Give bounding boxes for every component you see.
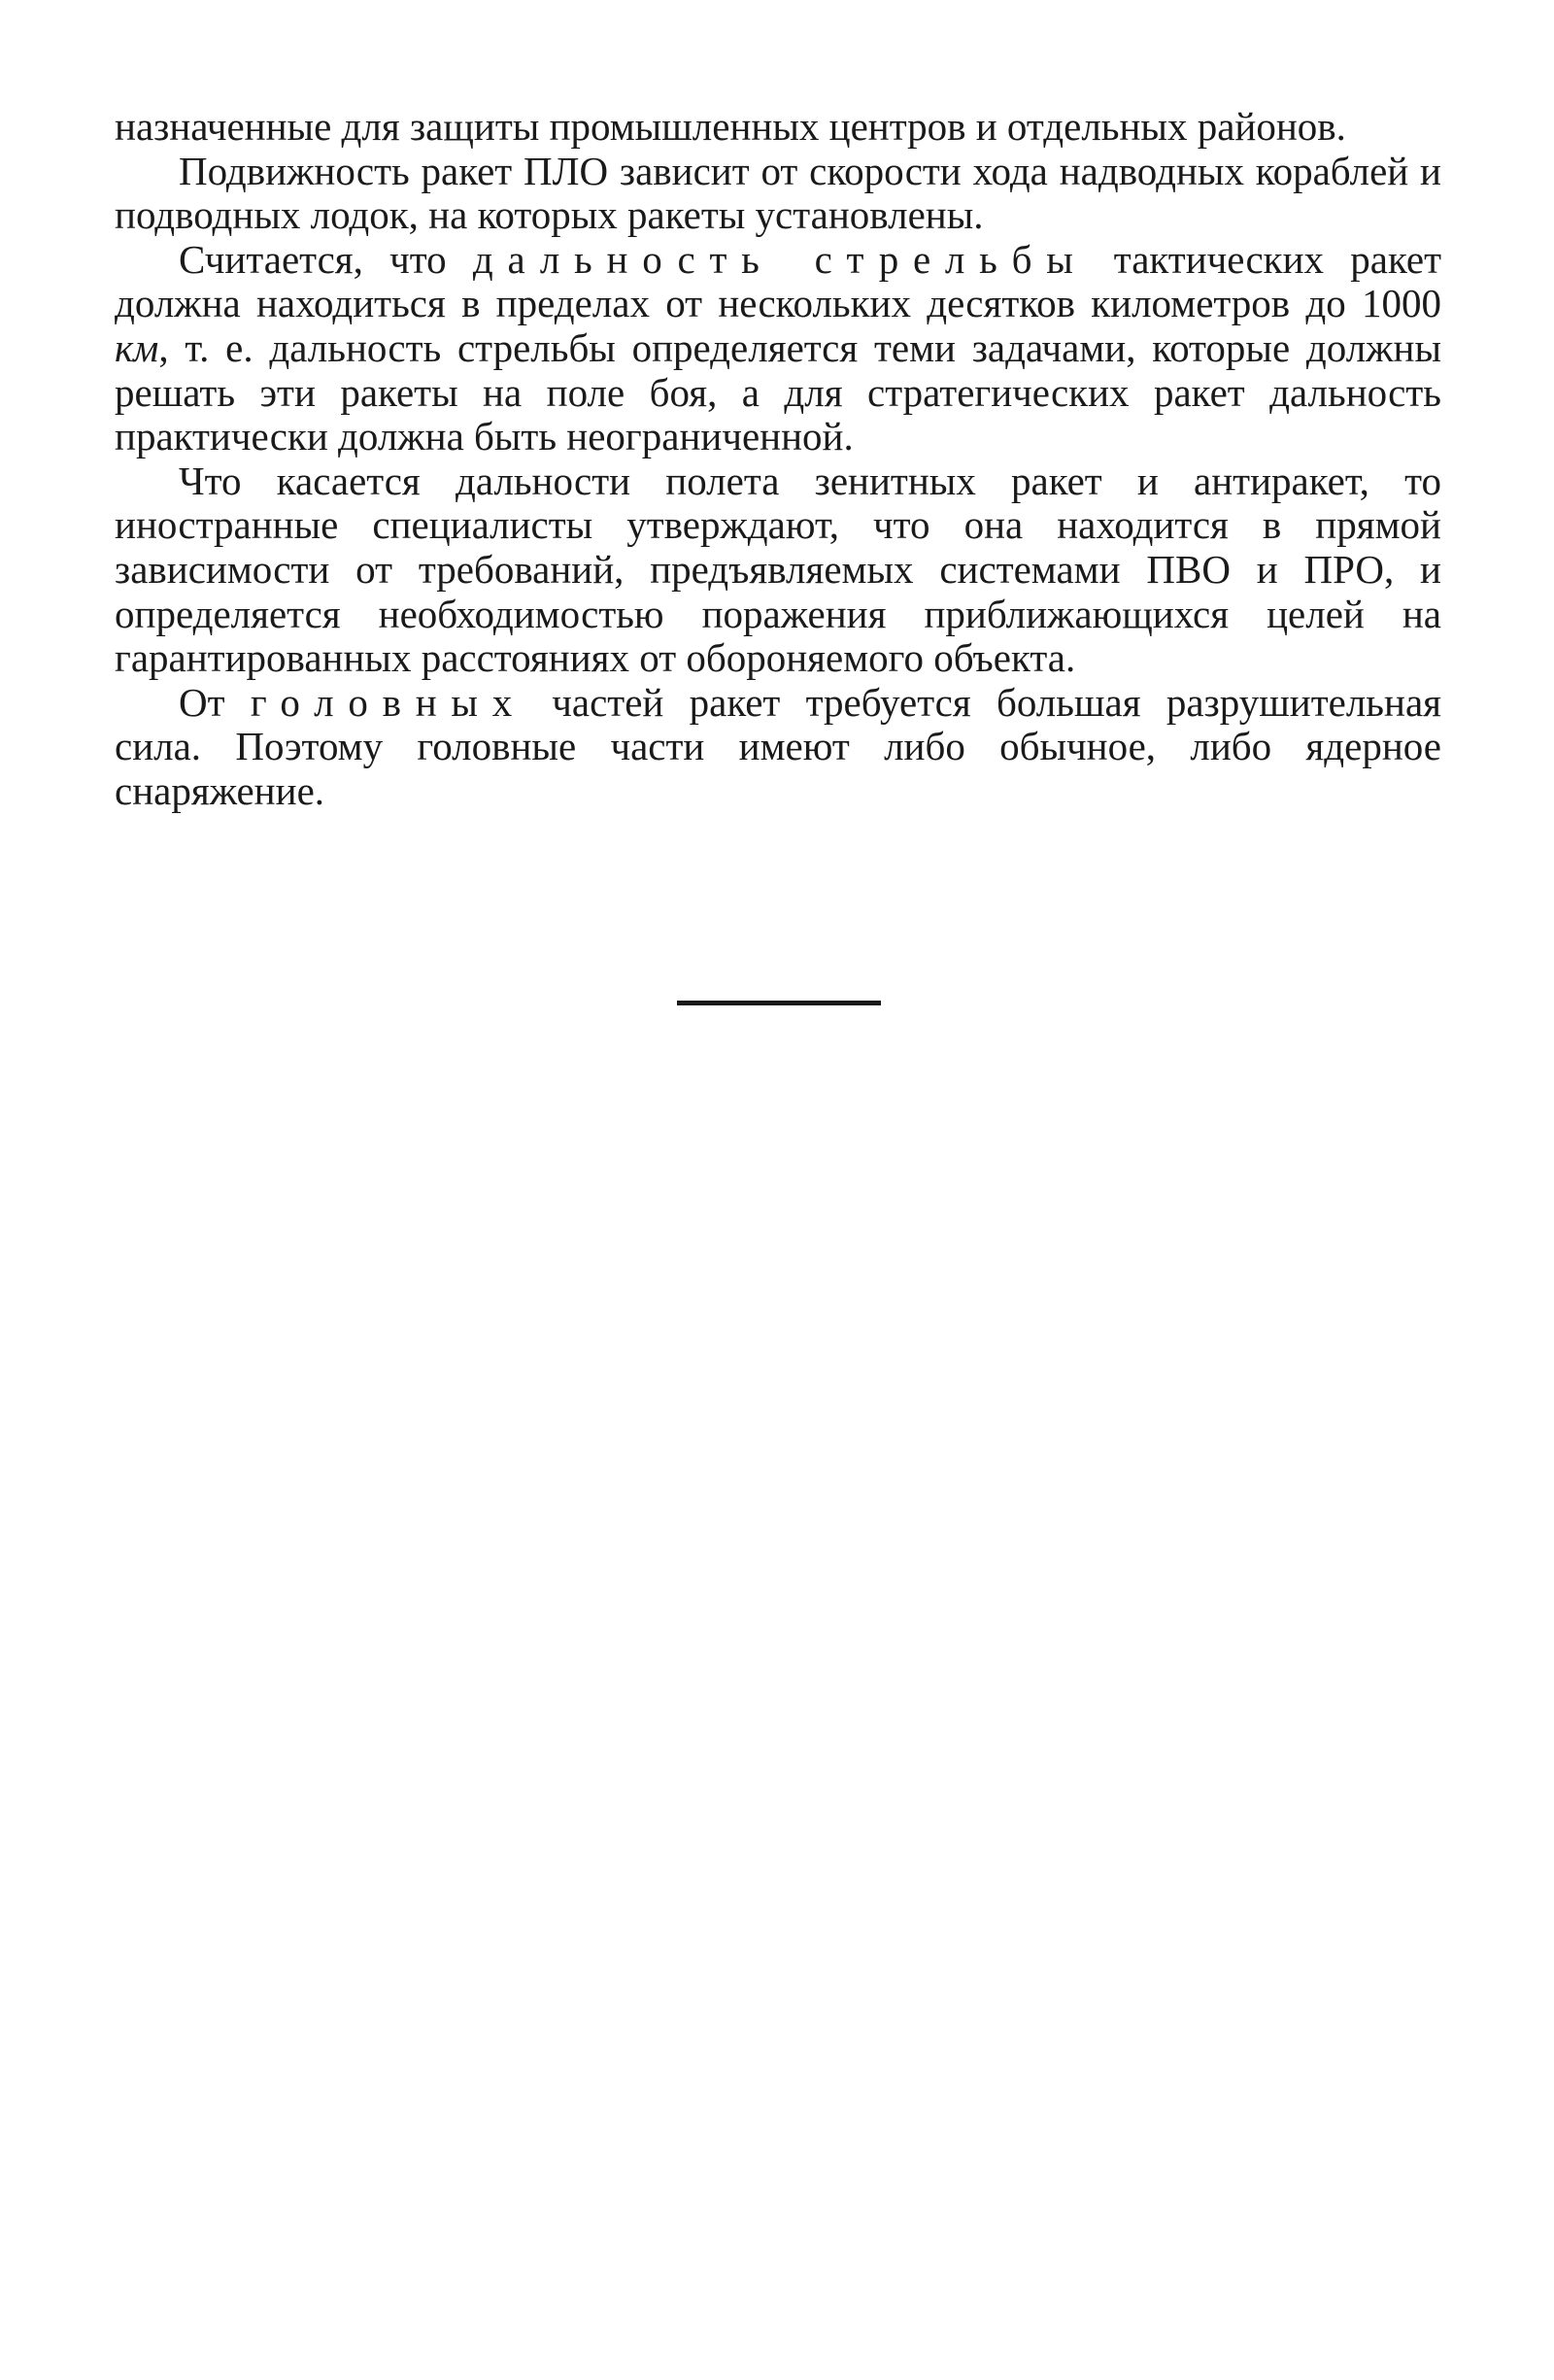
paragraph-continuation: назначенные для защиты промышленных центров и отдельных районов. — [115, 104, 1346, 149]
emphasized-term: головных — [250, 679, 526, 725]
paragraph-asw-mobility: Подвижность ракет ПЛО зависит от скорости хода надводных кораблей и подводных лодок, на которых ракеты установлены. — [115, 148, 1441, 238]
text-run: частей ракет требуется большая разрушительная сила. Поэтому головные части имеют либо обычное, либо ядерное снаряжение. — [115, 679, 1442, 813]
text-run: тактических ракет должна находиться в пределах от нескольких десятков километров до 1000 — [115, 236, 1441, 326]
paragraph-warheads — [115, 681, 1441, 814]
page-body — [115, 105, 1441, 814]
paragraph-flight-range: Что касается дальности полета зенитных ракет и антиракет, то иностранные специалисты утверждают, что она находится в прямой зависимости от требований, предъявляемых системами ПВО и ПРО, и определяется необходимостью поражения приближающихся целей на гарантированных расстояниях от обороняемого объекта. — [115, 458, 1441, 681]
section-end-rule — [677, 1001, 881, 1005]
emphasized-term: дальность стрельбы — [472, 236, 1088, 282]
text-run: От — [179, 679, 251, 725]
text-run: Считается, что — [179, 236, 473, 282]
text-run: , т. е. дальность стрельбы определяется теми задачами, которые должны решать эти ракеты на поле боя, а для стратегических ракет дальность практически должна быть неограниченной. — [115, 324, 1441, 459]
unit-km: км — [115, 324, 159, 370]
paragraph-firing-range — [115, 238, 1441, 459]
